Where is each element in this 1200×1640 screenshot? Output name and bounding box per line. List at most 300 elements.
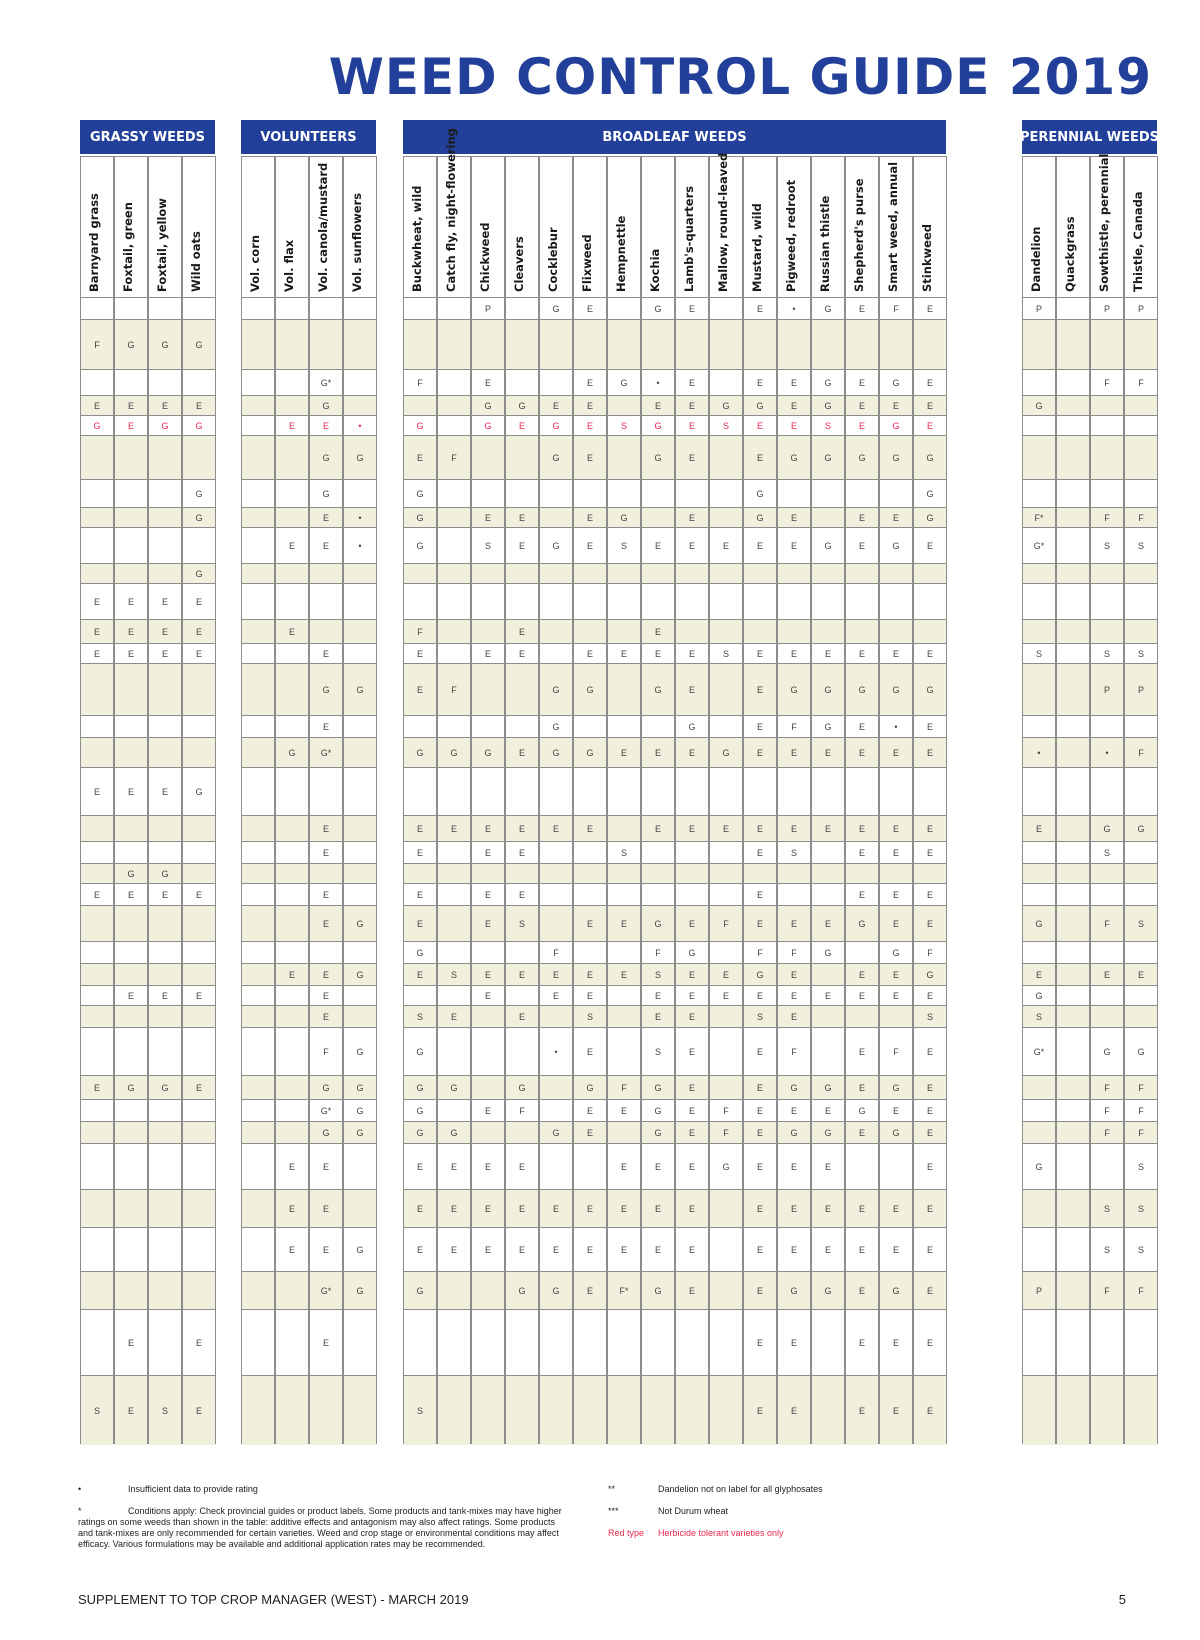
rating-cell: E (149, 583, 181, 619)
rating-cell (676, 479, 708, 507)
rating-cell: G (812, 369, 844, 395)
rating-cell (676, 563, 708, 583)
rating-cell: • (880, 715, 912, 737)
rating-cell (642, 1375, 674, 1445)
rating-cell (276, 815, 308, 841)
rating-cell: G (846, 663, 878, 715)
column-label: Pigweed, redroot (784, 179, 798, 292)
rating-cell (438, 767, 470, 815)
rating-cell (149, 563, 181, 583)
legend-text: Conditions apply: Check provincial guides or product labels. Some products and tank-mixes may have higher ratings on some weeds than shown in the table: additive effects and antagonism may also affect ratings. Some products and tank-mixes are only recommended for certain varieties. Weed and crop stage or environmental conditions may affect efficacy. Various formulations may be available and additional application rates may be recommended. (78, 1506, 562, 1549)
rating-cell (812, 1027, 844, 1075)
column-label-cell (710, 152, 744, 297)
rating-cell (242, 1005, 274, 1027)
legend-symbol: * (78, 1506, 82, 1516)
rating-cell: E (914, 395, 946, 415)
rating-cell (710, 507, 742, 527)
rating-cell: E (778, 527, 810, 563)
rating-cell (1023, 1375, 1055, 1445)
rating-cell: • (642, 369, 674, 395)
rating-cell (608, 619, 640, 643)
rating-cell: G (183, 479, 215, 507)
rating-cell (149, 1027, 181, 1075)
rating-cell (1125, 941, 1157, 963)
rating-cell (310, 297, 342, 319)
rating-cell (880, 767, 912, 815)
rating-cell (574, 619, 606, 643)
rating-cell: E (404, 1189, 436, 1227)
rating-cell: P (1091, 663, 1123, 715)
rating-cell: G (310, 395, 342, 415)
rating-cell: E (115, 395, 147, 415)
rating-cell: E (880, 395, 912, 415)
weed-column (539, 156, 573, 1444)
rating-cell (1125, 1375, 1157, 1445)
column-label-cell (81, 157, 115, 297)
rating-cell: G (880, 527, 912, 563)
rating-cell (778, 619, 810, 643)
rating-cell: E (846, 1309, 878, 1375)
rating-cell: G (506, 1271, 538, 1309)
rating-cell (676, 1375, 708, 1445)
rating-cell (242, 435, 274, 479)
rating-cell: F (710, 1099, 742, 1121)
rating-cell (608, 395, 640, 415)
rating-cell: E (778, 1005, 810, 1027)
rating-cell (1057, 1375, 1089, 1445)
rating-cell (344, 1309, 376, 1375)
weed-column (879, 156, 913, 1444)
rating-cell (608, 863, 640, 883)
rating-cell: E (812, 643, 844, 663)
rating-cell: E (676, 663, 708, 715)
rating-cell: G (880, 435, 912, 479)
rating-cell (540, 1099, 572, 1121)
rating-cell (183, 435, 215, 479)
rating-cell: E (744, 1189, 776, 1227)
rating-cell (812, 1375, 844, 1445)
rating-cell: E (880, 507, 912, 527)
rating-cell: E (310, 1189, 342, 1227)
rating-cell: E (574, 369, 606, 395)
rating-cell (1125, 395, 1157, 415)
rating-cell (1023, 767, 1055, 815)
rating-cell: E (744, 527, 776, 563)
rating-cell: E (914, 369, 946, 395)
rating-cell: E (276, 619, 308, 643)
rating-cell (1057, 1309, 1089, 1375)
rating-cell (710, 883, 742, 905)
rating-cell (744, 583, 776, 619)
rating-cell (115, 1121, 147, 1143)
rating-cell: G (574, 663, 606, 715)
rating-cell: G (778, 1121, 810, 1143)
rating-cell: G (506, 395, 538, 415)
rating-cell: E (115, 1375, 147, 1445)
rating-cell (276, 715, 308, 737)
rating-cell: E (676, 1099, 708, 1121)
rating-cell: G (404, 479, 436, 507)
rating-cell (744, 563, 776, 583)
rating-cell: G (438, 1075, 470, 1099)
rating-cell: E (574, 297, 606, 319)
rating-cell (608, 663, 640, 715)
rating-cell (276, 1099, 308, 1121)
rating-cell (608, 563, 640, 583)
rating-cell (710, 1027, 742, 1075)
rating-cell (183, 297, 215, 319)
rating-cell (506, 941, 538, 963)
rating-cell (242, 841, 274, 863)
group-header: GRASSY WEEDS (80, 120, 215, 154)
rating-cell (540, 1075, 572, 1099)
rating-cell (710, 369, 742, 395)
rating-cell: G (540, 415, 572, 435)
rating-cell (1023, 715, 1055, 737)
rating-cell (81, 1189, 113, 1227)
rating-cell (642, 883, 674, 905)
rating-cell (710, 1375, 742, 1445)
rating-cell (1125, 583, 1157, 619)
rating-cell (276, 319, 308, 369)
rating-cell: G (1091, 815, 1123, 841)
rating-cell: E (744, 1309, 776, 1375)
rating-cell (242, 963, 274, 985)
rating-cell: E (1091, 963, 1123, 985)
rating-cell: E (608, 1189, 640, 1227)
rating-cell (242, 395, 274, 415)
column-label-cell (812, 157, 846, 297)
rating-cell (710, 1189, 742, 1227)
rating-cell (310, 583, 342, 619)
rating-cell (676, 767, 708, 815)
column-label: Barnyard grass (87, 193, 101, 292)
legend-text: Herbicide tolerant varieties only (658, 1528, 784, 1538)
rating-cell: E (778, 963, 810, 985)
rating-cell: E (880, 985, 912, 1005)
rating-cell (1125, 767, 1157, 815)
rating-cell (1057, 297, 1089, 319)
rating-cell (1023, 1099, 1055, 1121)
rating-cell: E (276, 963, 308, 985)
rating-cell: E (914, 1121, 946, 1143)
rating-cell: E (812, 1143, 844, 1189)
rating-cell: E (183, 583, 215, 619)
rating-cell: E (880, 737, 912, 767)
rating-cell (506, 985, 538, 1005)
rating-cell: E (574, 1027, 606, 1075)
rating-cell: S (1091, 643, 1123, 663)
rating-cell (1023, 1189, 1055, 1227)
rating-cell: S (1125, 1189, 1157, 1227)
rating-cell: E (676, 1189, 708, 1227)
rating-cell (310, 563, 342, 583)
rating-cell: E (642, 1005, 674, 1027)
rating-cell: E (506, 1227, 538, 1271)
rating-cell: E (642, 643, 674, 663)
rating-cell (344, 369, 376, 395)
rating-cell: E (846, 1271, 878, 1309)
rating-cell (81, 1271, 113, 1309)
rating-cell: E (276, 415, 308, 435)
rating-cell: E (846, 395, 878, 415)
rating-cell: E (914, 905, 946, 941)
rating-cell (81, 941, 113, 963)
rating-cell (438, 841, 470, 863)
rating-cell (404, 1309, 436, 1375)
rating-cell: E (744, 985, 776, 1005)
rating-cell (438, 1027, 470, 1075)
rating-cell: E (914, 1099, 946, 1121)
rating-cell (81, 507, 113, 527)
rating-cell (676, 883, 708, 905)
rating-cell: G (880, 415, 912, 435)
rating-cell (310, 319, 342, 369)
rating-cell: E (880, 1309, 912, 1375)
weed-column (80, 156, 114, 1444)
rating-cell (242, 297, 274, 319)
rating-cell: G (344, 1099, 376, 1121)
rating-cell (1057, 815, 1089, 841)
rating-cell (574, 883, 606, 905)
column-label: Vol. canola/mustard (316, 162, 330, 292)
rating-cell: E (778, 1227, 810, 1271)
rating-cell (276, 297, 308, 319)
rating-cell (310, 863, 342, 883)
rating-cell: E (880, 643, 912, 663)
rating-cell (506, 319, 538, 369)
rating-cell: E (812, 905, 844, 941)
rating-cell (183, 1271, 215, 1309)
rating-cell: E (574, 963, 606, 985)
rating-cell (1023, 563, 1055, 583)
rating-cell: F (438, 435, 470, 479)
rating-cell (472, 319, 504, 369)
rating-cell (1057, 737, 1089, 767)
rating-cell: E (81, 767, 113, 815)
rating-cell (276, 1075, 308, 1099)
rating-cell (242, 815, 274, 841)
rating-cell (242, 507, 274, 527)
rating-cell: E (778, 369, 810, 395)
rating-cell (472, 863, 504, 883)
rating-cell: G (540, 737, 572, 767)
rating-cell (506, 767, 538, 815)
rating-cell: E (438, 1005, 470, 1027)
rating-cell: F (540, 941, 572, 963)
rating-cell (242, 737, 274, 767)
rating-cell (608, 715, 640, 737)
rating-cell: E (914, 985, 946, 1005)
column-label-cell (404, 157, 438, 297)
rating-cell (846, 479, 878, 507)
rating-cell: F (778, 941, 810, 963)
rating-cell (1125, 863, 1157, 883)
rating-cell (242, 643, 274, 663)
rating-cell (438, 643, 470, 663)
rating-cell (1091, 985, 1123, 1005)
weed-column (743, 156, 777, 1444)
rating-cell (344, 619, 376, 643)
rating-cell (183, 941, 215, 963)
rating-cell: E (676, 435, 708, 479)
rating-cell: G (344, 1271, 376, 1309)
rating-cell: G (778, 435, 810, 479)
weed-column (1124, 156, 1158, 1444)
rating-cell: G (812, 297, 844, 319)
rating-cell (914, 863, 946, 883)
rating-cell: G (914, 507, 946, 527)
column-label-cell (115, 157, 149, 297)
rating-cell (506, 1309, 538, 1375)
rating-cell (1057, 1271, 1089, 1309)
rating-cell (1057, 369, 1089, 395)
rating-cell (1057, 963, 1089, 985)
rating-cell: E (744, 1027, 776, 1075)
rating-cell: E (778, 905, 810, 941)
rating-cell: E (506, 415, 538, 435)
rating-cell (1091, 319, 1123, 369)
column-label: Cocklebur (546, 227, 560, 292)
rating-cell: E (506, 1005, 538, 1027)
rating-cell (574, 863, 606, 883)
rating-cell: E (642, 619, 674, 643)
rating-cell: E (81, 619, 113, 643)
rating-cell: E (310, 415, 342, 435)
rating-cell (676, 863, 708, 883)
rating-cell (608, 1005, 640, 1027)
rating-cell: E (744, 1227, 776, 1271)
rating-cell: F (914, 941, 946, 963)
rating-cell (812, 963, 844, 985)
rating-cell (183, 1005, 215, 1027)
rating-cell (1125, 883, 1157, 905)
rating-cell: E (914, 297, 946, 319)
rating-cell: F* (1023, 507, 1055, 527)
rating-cell: S (1125, 1227, 1157, 1271)
rating-cell: E (778, 737, 810, 767)
rating-cell (1057, 583, 1089, 619)
rating-cell (438, 1099, 470, 1121)
rating-cell: G (310, 663, 342, 715)
weed-column (182, 156, 216, 1444)
rating-cell: E (744, 1121, 776, 1143)
column-label: Wild oats (189, 231, 203, 292)
rating-cell (574, 715, 606, 737)
rating-cell: F (778, 1027, 810, 1075)
weed-column (607, 156, 641, 1444)
rating-cell (344, 767, 376, 815)
rating-cell (574, 941, 606, 963)
rating-cell (242, 1375, 274, 1445)
rating-cell: E (846, 715, 878, 737)
rating-cell (242, 1143, 274, 1189)
rating-cell: E (404, 815, 436, 841)
rating-cell (242, 563, 274, 583)
rating-cell (344, 479, 376, 507)
rating-cell (183, 369, 215, 395)
rating-cell (812, 863, 844, 883)
rating-cell (1023, 863, 1055, 883)
weed-column (309, 156, 343, 1444)
rating-cell: S (81, 1375, 113, 1445)
rating-cell: E (574, 643, 606, 663)
rating-cell: F (1125, 1121, 1157, 1143)
rating-cell: E (744, 663, 776, 715)
rating-cell: G (404, 507, 436, 527)
rating-cell: G (710, 395, 742, 415)
rating-cell: E (310, 527, 342, 563)
rating-cell: P (1091, 297, 1123, 319)
rating-cell: E (574, 527, 606, 563)
rating-cell (183, 1143, 215, 1189)
rating-cell (574, 841, 606, 863)
rating-cell: E (506, 619, 538, 643)
rating-cell: E (438, 815, 470, 841)
rating-cell (1091, 583, 1123, 619)
rating-cell (574, 1309, 606, 1375)
rating-cell (710, 1075, 742, 1099)
weed-column (148, 156, 182, 1444)
rating-cell: G (404, 1121, 436, 1143)
rating-cell: E (310, 815, 342, 841)
rating-cell: G (344, 1121, 376, 1143)
rating-cell (1091, 415, 1123, 435)
rating-cell: E (472, 905, 504, 941)
rating-cell: E (608, 1227, 640, 1271)
column-label-cell (642, 157, 676, 297)
rating-cell: E (506, 507, 538, 527)
rating-cell (540, 767, 572, 815)
rating-cell (608, 435, 640, 479)
rating-cell (880, 319, 912, 369)
column-label: Quackgrass (1063, 216, 1077, 292)
rating-cell (472, 941, 504, 963)
rating-cell: E (812, 1227, 844, 1271)
rating-cell: E (183, 883, 215, 905)
rating-cell (472, 619, 504, 643)
rating-cell (1125, 415, 1157, 435)
rating-cell: E (846, 737, 878, 767)
rating-cell: E (310, 507, 342, 527)
rating-cell (276, 905, 308, 941)
rating-cell (404, 715, 436, 737)
rating-cell (778, 863, 810, 883)
rating-cell: F (1091, 507, 1123, 527)
rating-cell: G (404, 1075, 436, 1099)
rating-cell: E (778, 815, 810, 841)
rating-cell: E (574, 415, 606, 435)
rating-cell: E (914, 815, 946, 841)
rating-cell (438, 1309, 470, 1375)
rating-cell: G (574, 737, 606, 767)
rating-cell (608, 1375, 640, 1445)
rating-cell: E (115, 767, 147, 815)
rating-cell: E (914, 841, 946, 863)
rating-cell: • (344, 527, 376, 563)
rating-cell (642, 841, 674, 863)
rating-cell: F (81, 319, 113, 369)
rating-cell: S (1091, 527, 1123, 563)
column-label-cell (1057, 157, 1091, 297)
rating-cell (344, 1375, 376, 1445)
rating-cell: G (438, 737, 470, 767)
rating-cell (438, 985, 470, 1005)
rating-cell: E (744, 1271, 776, 1309)
rating-cell (710, 1309, 742, 1375)
column-label-cell (472, 157, 506, 297)
rating-cell (1091, 767, 1123, 815)
